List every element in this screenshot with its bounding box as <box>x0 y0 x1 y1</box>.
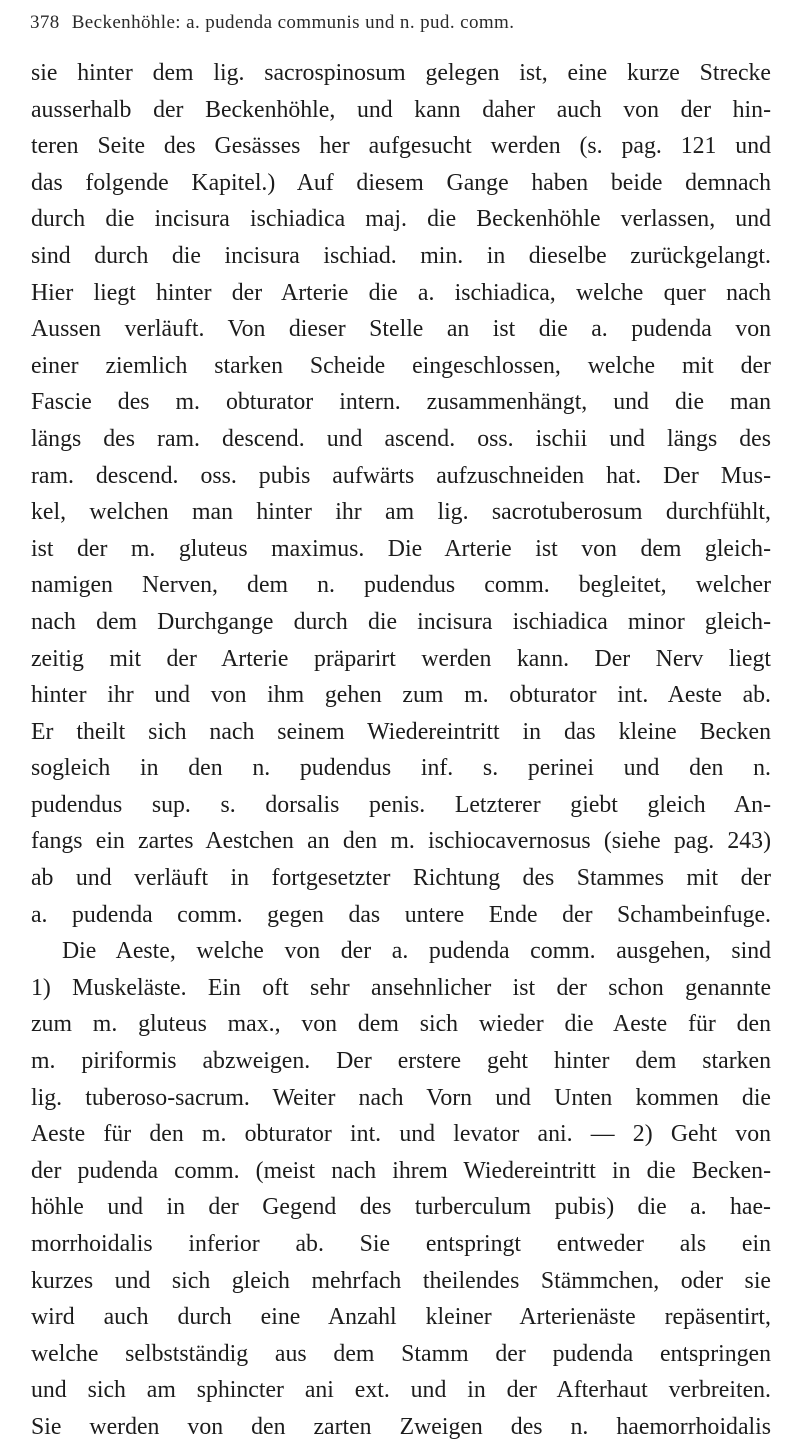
text-line: längs des ram. descend. und ascend. oss. ischii und längs des <box>31 425 771 452</box>
text-line: lig. tuberoso-sacrum. Weiter nach Vorn und Unten kommen die <box>31 1084 771 1111</box>
running-title: Beckenhöhle: a. pudenda communis und n. pud. comm. <box>71 12 515 33</box>
text-line: teren Seite des Gesässes her aufgesucht werden (s. pag. 121 und <box>31 133 771 160</box>
text-line: höhle und in der Gegend des turberculum pubis) die a. hae- <box>31 1194 771 1221</box>
text-line: m. piriformis abzweigen. Der erstere geht hinter dem starken <box>31 1048 771 1075</box>
text-line: Aussen verläuft. Von dieser Stelle an ist die a. pudenda von <box>31 316 771 343</box>
text-line: pudendus sup. s. dorsalis penis. Letzterer giebt gleich An- <box>31 791 771 818</box>
text-line: sogleich in den n. pudendus inf. s. perinei und den n. <box>31 755 771 782</box>
text-line: zeitig mit der Arterie präparirt werden kann. Der Nerv liegt <box>31 645 771 672</box>
text-line: Sie werden von den zarten Zweigen des n. haemorrhoidalis <box>31 1413 771 1440</box>
text-line: wird auch durch eine Anzahl kleiner Arterienäste repäsentirt, <box>31 1304 771 1331</box>
text-line: kel, welchen man hinter ihr am lig. sacrotuberosum durchfühlt, <box>31 499 771 526</box>
text-line: sind durch die incisura ischiad. min. in dieselbe zurückgelangt. <box>31 242 771 269</box>
text-line-paragraph-start: Die Aeste, welche von der a. pudenda comm. ausgehen, sind <box>62 938 771 965</box>
text-line: ausserhalb der Beckenhöhle, und kann daher auch von der hin- <box>31 96 771 123</box>
text-line: der pudenda comm. (meist nach ihrem Wiedereintritt in die Becken- <box>31 1157 771 1184</box>
text-line: kurzes und sich gleich mehrfach theilendes Stämmchen, oder sie <box>31 1267 771 1294</box>
page-number: 378 <box>30 12 60 33</box>
text-line: Hier liegt hinter der Arterie die a. ischiadica, welche quer nach <box>31 279 771 306</box>
text-line: sie hinter dem lig. sacrospinosum gelegen ist, eine kurze Strecke <box>31 60 771 86</box>
text-line: ist der m. gluteus maximus. Die Arterie ist von dem gleich- <box>31 535 771 562</box>
text-line: morrhoidalis inferior ab. Sie entspringt entweder als ein <box>31 1231 771 1257</box>
text-line: welche selbstständig aus dem Stamm der pudenda entspringen <box>31 1340 771 1367</box>
text-line: das folgende Kapitel.) Auf diesem Gange haben beide demnach <box>31 169 771 196</box>
running-header <box>30 10 770 36</box>
text-line: nach dem Durchgange durch die incisura ischiadica minor gleich- <box>31 608 771 635</box>
text-line: durch die incisura ischiadica maj. die Beckenhöhle verlassen, und <box>31 206 771 233</box>
text-line: namigen Nerven, dem n. pudendus comm. begleitet, welcher <box>31 572 771 599</box>
text-line: einer ziemlich starken Scheide eingeschlossen, welche mit der <box>31 352 771 379</box>
text-line: hinter ihr und von ihm gehen zum m. obturator int. Aeste ab. <box>31 682 771 709</box>
text-line: Er theilt sich nach seinem Wiedereintritt in das kleine Becken <box>31 718 771 745</box>
text-line: Fascie des m. obturator intern. zusammenhängt, und die man <box>31 389 771 416</box>
text-line: a. pudenda comm. gegen das untere Ende der Schambeinfuge. <box>31 901 771 928</box>
text-line: fangs ein zartes Aestchen an den m. ischiocavernosus (siehe pag. 243) <box>31 828 771 855</box>
text-line: 1) Muskeläste. Ein oft sehr ansehnlicher ist der schon genannte <box>31 974 771 1001</box>
text-line: ram. descend. oss. pubis aufwärts aufzuschneiden hat. Der Mus- <box>31 462 771 489</box>
text-line: zum m. gluteus max., von dem sich wieder die Aeste für den <box>31 1011 771 1038</box>
body-text <box>31 55 771 1446</box>
text-line: ab und verläuft in fortgesetzter Richtung des Stammes mit der <box>31 865 771 892</box>
text-line: Aeste für den m. obturator int. und levator ani. — 2) Geht von <box>31 1121 771 1148</box>
text-line: und sich am sphincter ani ext. und in der Afterhaut verbreiten. <box>31 1377 771 1404</box>
